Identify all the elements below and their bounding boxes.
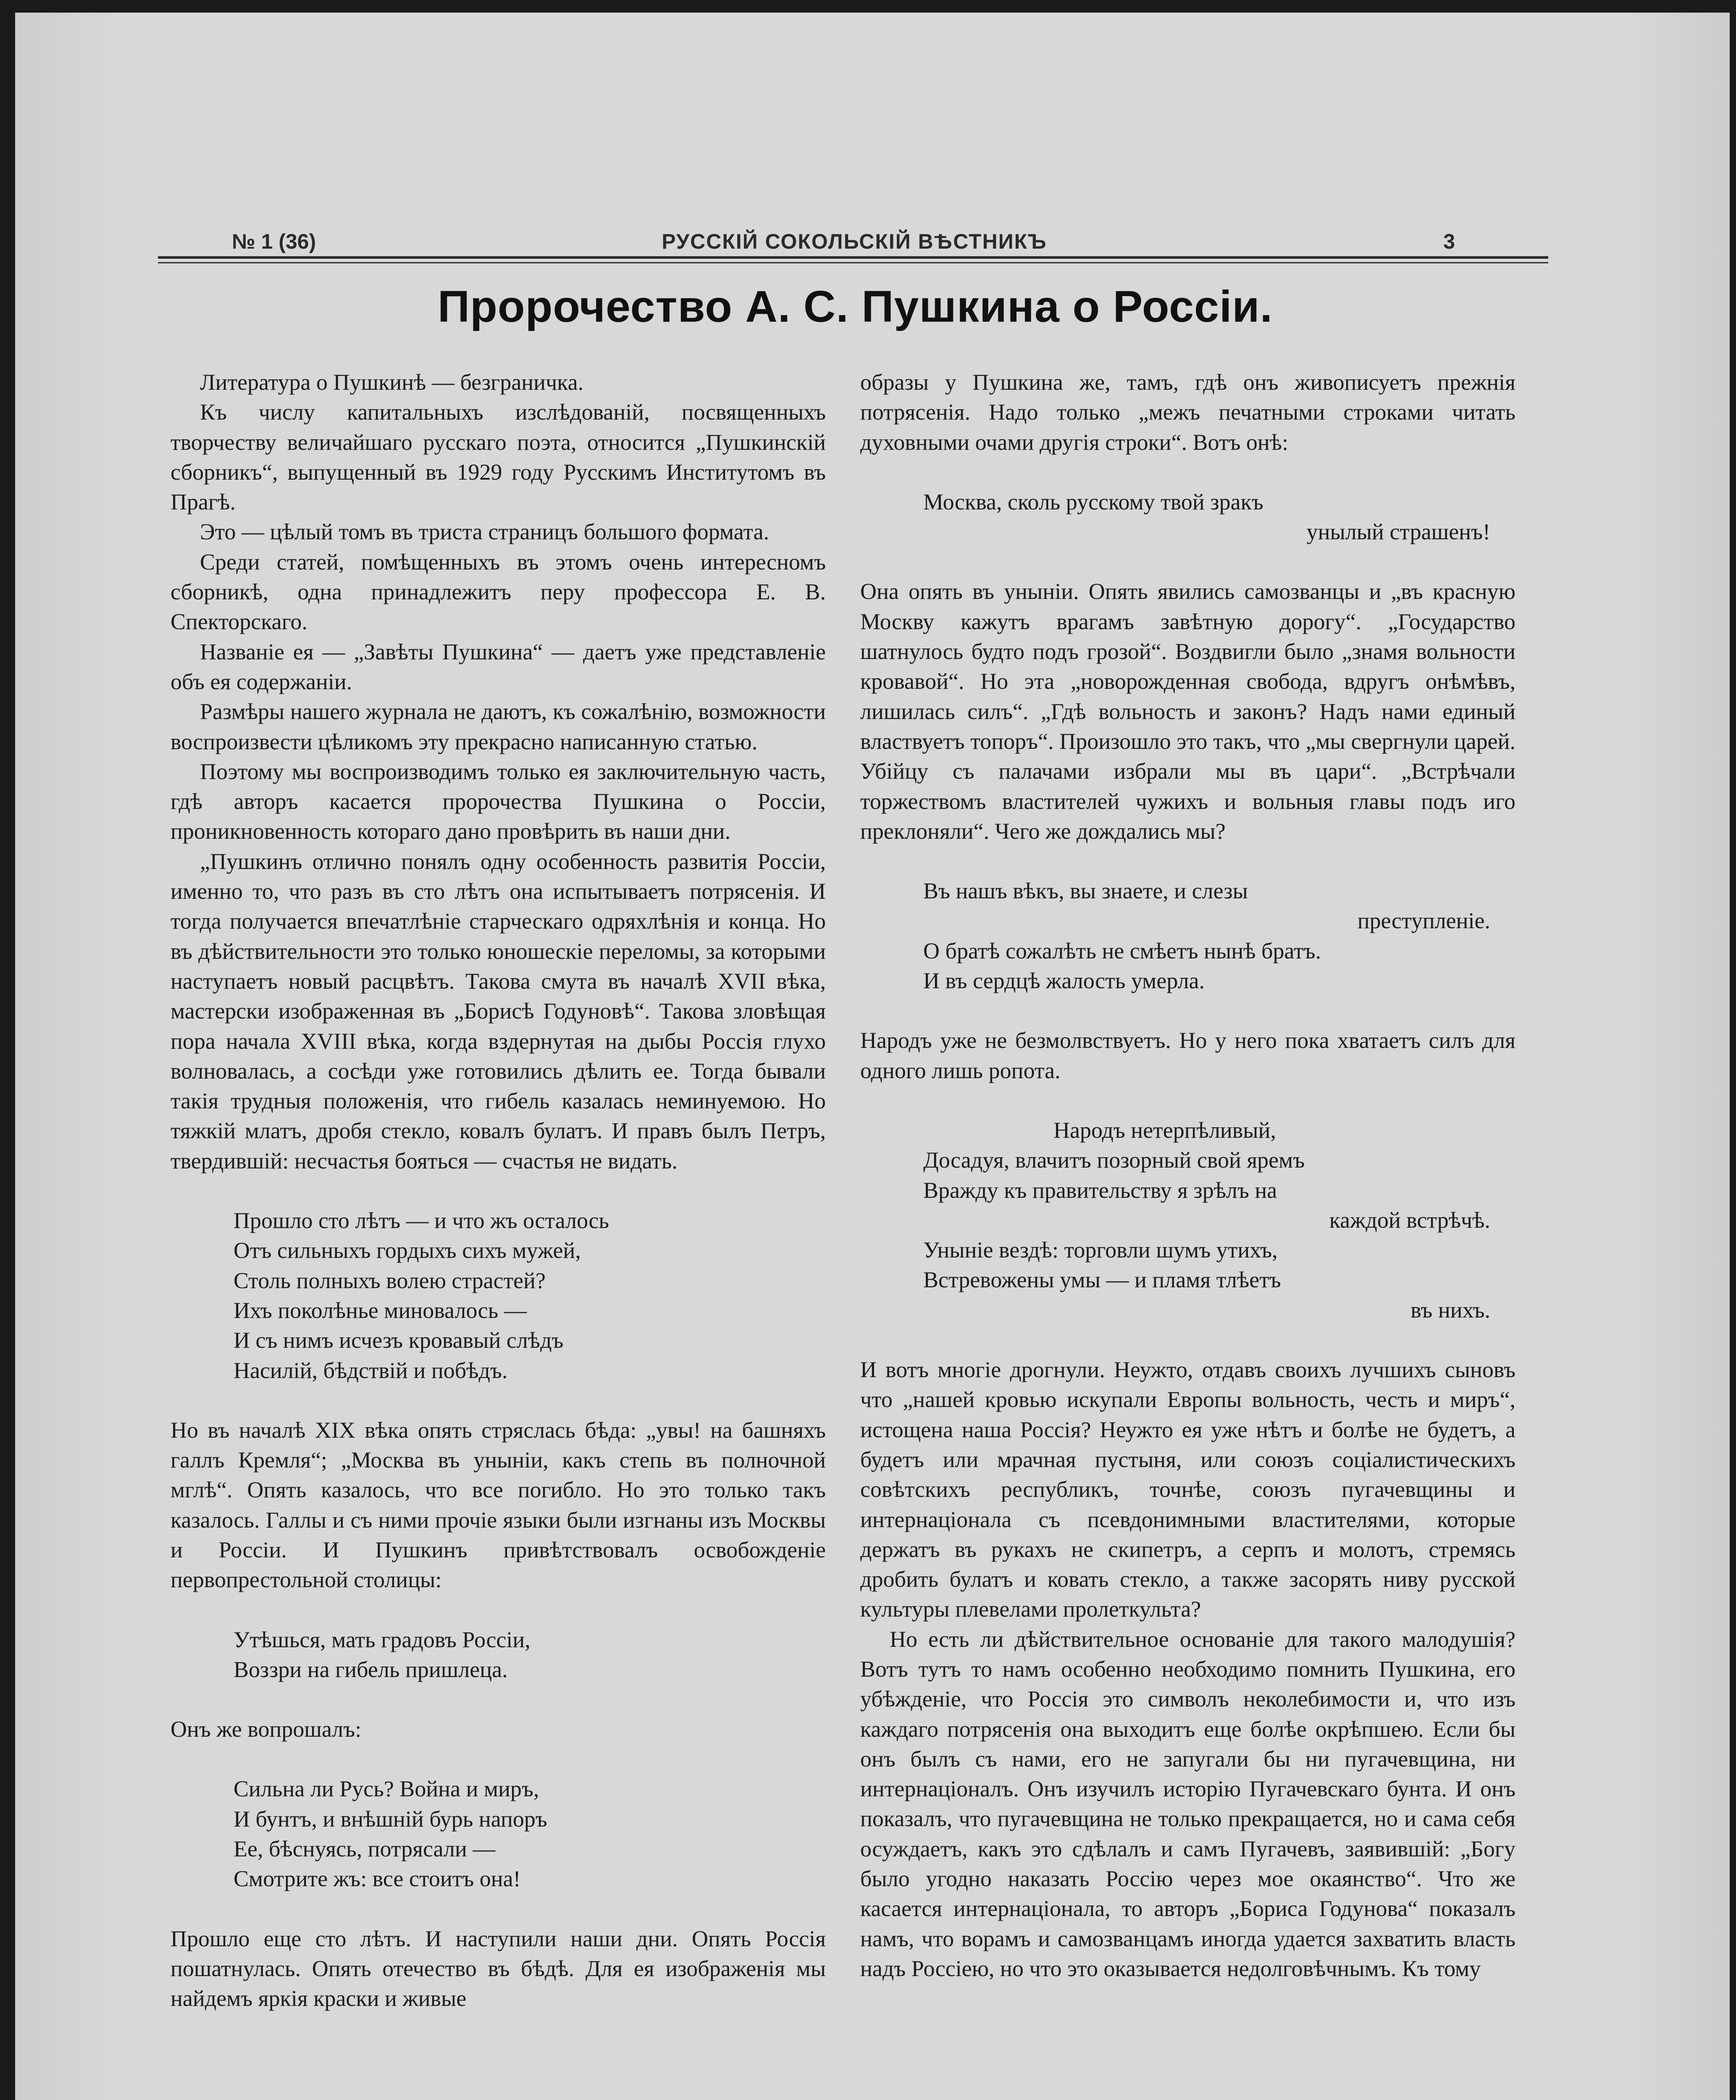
- poem-excerpt: [860, 1116, 1515, 1325]
- verse-line: Вражду къ правительству я зрѣлъ на: [923, 1177, 1277, 1203]
- paragraph: Поэтому мы воспроизводимъ только ея заключительную часть, гдѣ авторъ касается пророчества Пушкина о Россіи, проникновенность котораго дано провѣрить въ наши дни.: [171, 759, 826, 844]
- verse-line: Отъ сильныхъ гордыхъ сихъ мужей,: [234, 1238, 581, 1263]
- paragraph: Она опять въ уныніи. Опять явились самозванцы и „въ красную Москву кажутъ врагамъ завѣтную дорогу“. „Государство шатнулось будто подъ грозой“. Воздвигли было „знамя вольности кровавой“. Но эта „новорожденная свобода, вдругъ онѣмѣвъ, лишилась силъ“. „Гдѣ вольность и законъ? Надъ нами единый властвуетъ топоръ“. Произошло это такъ, что „мы свергнули царей. Убійцу съ палачами избрали мы въ цари“. „Встрѣчали торжествомъ властителей чужихъ и вольныя главы подъ иго преклоняли“. Чего же дождались мы?: [860, 579, 1515, 844]
- poem-excerpt: [171, 1206, 826, 1386]
- paragraph: Народъ уже не безмолвствуетъ. Но у него пока хватаетъ силъ для одного лишь ропота.: [860, 1028, 1515, 1083]
- issue-number: № 1 (36): [232, 230, 316, 253]
- header-rule-thin: [158, 262, 1548, 263]
- verse-line: Въ нашъ вѣкъ, вы знаете, и слезы: [923, 878, 1248, 904]
- verse-line: И съ нимъ исчезъ кровавый слѣдъ: [234, 1328, 564, 1353]
- paragraph: Но есть ли дѣйствительное основаніе для такого малодушія? Вотъ тутъ то намъ особенно необходимо помнить Пушкина, его убѣжденіе, что Россія это символъ неколебимости и, что изъ каждаго потрясенія она выходитъ еще болѣе окрѣпшею. Если бы онъ былъ съ нами, его не запугали бы ни пугачевщина, ни интернаціоналъ. Онъ изучилъ исторію Пугачевскаго бунта. И онъ показалъ, что пугачевщина не только прекращается, но и сама себя осуждаетъ, какъ это сдѣлалъ и самъ Пугачевъ, заявившій: „Богу было угодно наказать Россію через мое окаянство“. Что же касается интернаціонала, то авторъ „Бориса Годунова“ показалъ намъ, что ворамъ и самозванцамъ иногда удается захватить власть надъ Россіею, но что это оказывается недолговѣчнымъ. Къ тому: [860, 1626, 1515, 1981]
- verse-line: Сильна ли Русь? Война и миръ,: [234, 1776, 539, 1802]
- verse-line: Народъ нетерпѣливый,: [1053, 1117, 1276, 1143]
- paragraph: Названіе ея — „Завѣты Пушкина“ — даетъ уже представленіе объ ея содержаніи.: [171, 639, 826, 694]
- verse-line: каждой встрѣчѣ.: [1329, 1207, 1490, 1233]
- paragraph: образы у Пушкина же, тамъ, гдѣ онъ живописуетъ прежнія потрясенія. Надо только „межъ печатными строками читать духовными очами другія строки“. Вотъ онѣ:: [860, 370, 1515, 455]
- poem-excerpt: [860, 487, 1515, 547]
- paragraph: Къ числу капитальныхъ изслѣдованій, посвященныхъ творчеству величайшаго русскаго поэта, относится „Пушкинскій сборникъ“, выпущенный въ 1929 году Русскимъ Институтомъ въ Прагѣ.: [171, 399, 826, 515]
- verse-line: унылый страшенъ!: [1306, 519, 1490, 545]
- paragraph: „Пушкинъ отлично понялъ одну особенность развитія Россіи, именно то, что разъ въ сто лѣтъ она испытываетъ потрясенія. И тогда получается впечатлѣніе старческаго одряхлѣнія и конца. Но въ дѣйствительности это только юношескіе переломы, за которыми наступаетъ новый расцвѣтъ. Такова смута въ началѣ XVII вѣка, мастерски изображенная въ „Борисѣ Годуновѣ“. Такова зловѣщая пора начала XVIII вѣка, когда вздернутая на дыбы Россія глухо волновалась, а сосѣди уже готовились дѣлить ее. Тогда бывали такія трудныя положенія, что гибель казалась неминуемою. Но тяжкій млатъ, дробя стекло, ковалъ булатъ. И правъ былъ Петръ, твердившій: несчастья бояться — счастья не видать.: [171, 848, 826, 1173]
- verse-line: Столь полныхъ волею страстей?: [234, 1268, 546, 1293]
- verse-line: Смотрите жъ: все стоитъ она!: [234, 1866, 521, 1892]
- poem-excerpt: [171, 1774, 826, 1894]
- journal-name: РУССКІЙ СОКОЛЬСКІЙ ВѢСТНИКЪ: [662, 230, 1047, 253]
- verse-line: Воззри на гибель пришлеца.: [234, 1656, 508, 1682]
- paragraph: Это — цѣлый томъ въ триста страницъ большого формата.: [200, 519, 770, 545]
- verse-line: Встревожены умы — и пламя тлѣетъ: [923, 1267, 1281, 1293]
- verse-line: Прошло сто лѣтъ — и что жъ осталось: [234, 1208, 609, 1234]
- paragraph: Но въ началѣ XIX вѣка опять стряслась бѣда: „увы! на башняхъ галлъ Кремля“; „Москва въ уныніи, какъ степь въ полночной мглѣ“. Опять казалось, что все погибло. Но это только такъ казалось. Галлы и съ ними прочіе языки были изгнаны изъ Москвы и Россіи. И Пушкинъ привѣтствовалъ освобожденіе первопрестольной столицы:: [171, 1417, 826, 1593]
- verse-line: Насилій, бѣдствій и побѣдъ.: [234, 1357, 508, 1383]
- verse-line: И бунтъ, и внѣшній бурь напоръ: [234, 1806, 547, 1832]
- header-rule-thick: [158, 256, 1548, 259]
- paragraph: И вотъ многіе дрогнули. Неужто, отдавъ своихъ лучшихъ сыновъ что „нашей кровью искупали Европы вольность, честь и миръ“, истощена наша Россія? Неужто ея уже нѣтъ и болѣе не будетъ, а будетъ или мрачная пустыня, или союзъ соціалистическихъ совѣтскихъ республикъ, точнѣе, союзъ пугачевщины и интернаціонала съ псевдонимными властителями, которые держатъ въ рукахъ не скипетръ, а серпъ и молотъ, стремясь дробить булатъ и ковать стекло, а также засорять ниву русской культуры плевелами пролеткульта?: [860, 1357, 1515, 1622]
- paragraph: Среди статей, помѣщенныхъ въ этомъ очень интересномъ сборникѣ, одна принадлежитъ перу профессора Е. В. Спекторскаго.: [171, 549, 826, 635]
- page-number: 3: [1443, 230, 1455, 253]
- verse-line: И въ сердцѣ жалость умерла.: [923, 968, 1205, 994]
- poem-excerpt: [171, 1625, 826, 1685]
- verse-line: преступленіе.: [1357, 908, 1490, 934]
- verse-line: Уныніе вездѣ: торговли шумъ утихъ,: [923, 1237, 1278, 1263]
- paragraph: Размѣры нашего журнала не даютъ, къ сожалѣнію, возможности воспроизвести цѣликомъ эту прекрасно написанную статью.: [171, 699, 826, 754]
- poem-excerpt: [860, 876, 1515, 996]
- right-column: [860, 368, 1515, 1984]
- verse-line: въ нихъ.: [1410, 1297, 1490, 1323]
- paragraph: Литература о Пушкинѣ — безграничка.: [200, 370, 584, 395]
- verse-line: Москва, сколь русскому твой зракъ: [923, 489, 1263, 514]
- left-column: [171, 368, 826, 2014]
- paragraph: Прошло еще сто лѣтъ. И наступили наши дни. Опять Россія пошатнулась. Опять отечество въ бѣдѣ. Для ея изображенія мы найдемъ яркія краски и живые: [171, 1926, 826, 2011]
- verse-line: Ихъ поколѣнье миновалось —: [234, 1297, 527, 1323]
- paragraph: Онъ же вопрошалъ:: [171, 1717, 362, 1742]
- verse-line: Ее, бѣснуясь, потрясали —: [234, 1836, 496, 1862]
- article-title: Пророчество А. С. Пушкина о Россіи.: [437, 282, 1273, 331]
- verse-line: Досадуя, влачитъ позорный свой яремъ: [923, 1147, 1305, 1173]
- newspaper-page: [15, 13, 1730, 2100]
- verse-line: О братѣ сожалѣть не смѣетъ нынѣ братъ.: [923, 938, 1321, 963]
- verse-line: Утѣшься, мать градовъ Россіи,: [234, 1627, 531, 1652]
